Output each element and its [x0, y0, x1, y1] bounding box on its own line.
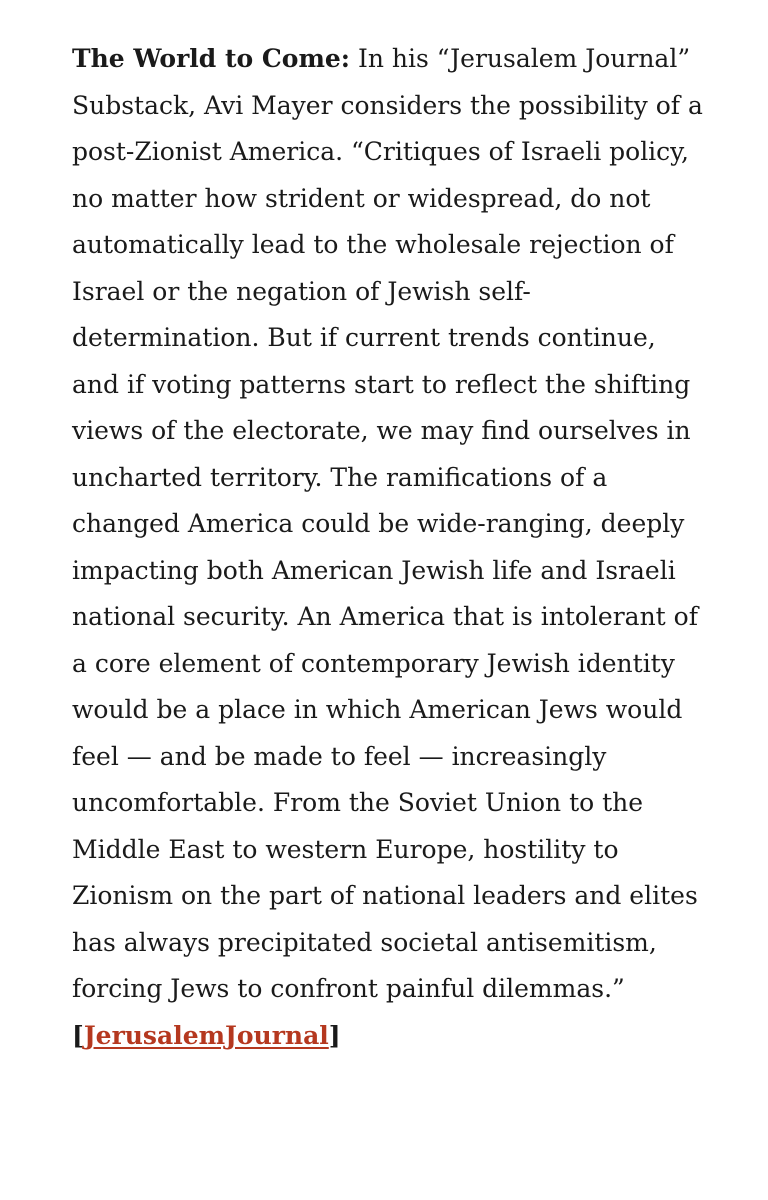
article-paragraph	[72, 36, 708, 1059]
section-lead-title: The World to Come:	[72, 44, 351, 73]
source-link-jerusalem-journal[interactable]: JerusalemJournal	[83, 1020, 329, 1050]
article-paragraph-container	[72, 36, 708, 1059]
source-bracket-open: [	[72, 1020, 84, 1050]
article-body-text: In his “Jerusalem Journal” Substack, Avi Mayer considers the possibility of a post-Zionist America. “Critiques of Israeli policy, no matter how strident or widespread, do not automatically lead to the wholesale rejection of Israel or the negation of Jewish self-determination. But if current trends continue, and if voting patterns start to reflect the shifting views of the electorate, we may find ourselves in uncharted territory. The ramifications of a changed America could be wide-ranging, deeply impacting both American Jewish life and Israeli national security. An America that is intolerant of a core element of contemporary Jewish identity would be a place in which American Jews would feel — and be made to feel — increasingly uncomfortable. From the Soviet Union to the Middle East to western Europe, hostility to Zionism on the part of national leaders and elites has always precipitated societal antisemitism, forcing Jews to confront painful dilemmas.”	[72, 44, 703, 1003]
source-bracket-close: ]	[328, 1020, 341, 1050]
